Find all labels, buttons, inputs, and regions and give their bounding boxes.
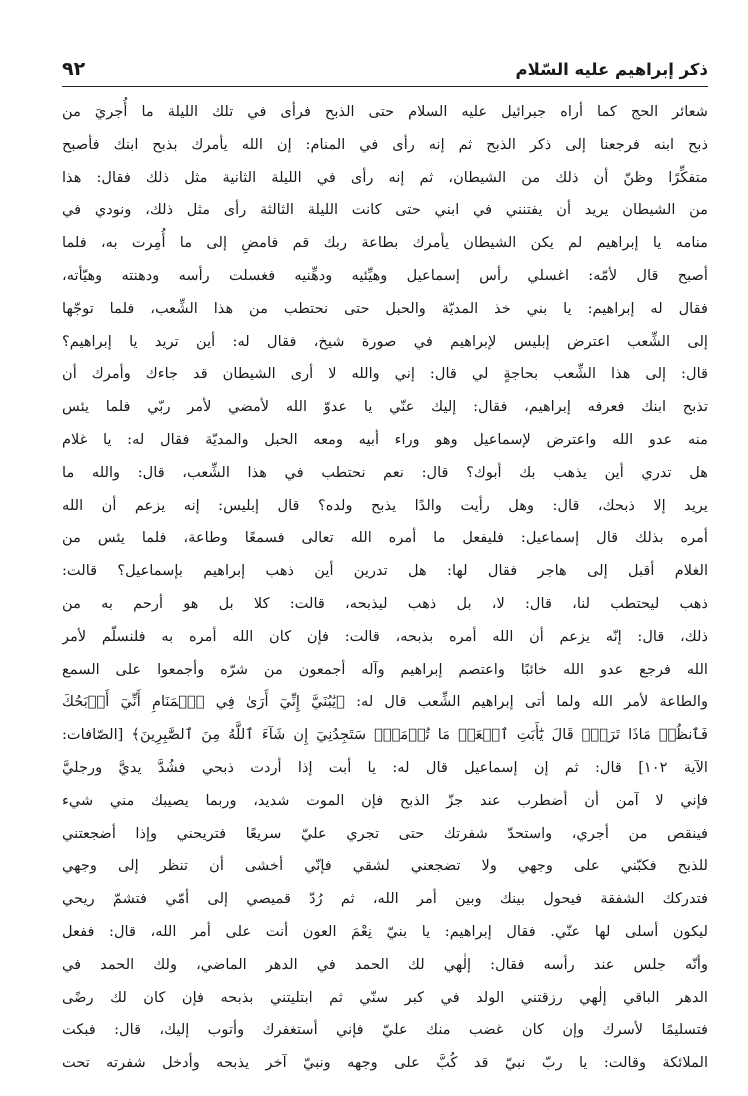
body-text bbox=[62, 96, 708, 1076]
text-line: الغلام أقبل إلى هاجر فقال لها: هل تدرين أين ذهب إبراهيم بإسماعيل؟ قالت: bbox=[62, 562, 708, 580]
text-line: ذبح ابنه فرجعنا إلى ذكر الذبح ثم إنه رأى في المنام: إن الله يأمرك بذبح ابنك فأصبح bbox=[62, 135, 708, 153]
text-line: قال: إلى هذا الشِّعب بحاجةٍ لي قال: إني والله لا أرى الشيطان قد جاءك وأمرك أن bbox=[62, 365, 708, 383]
text-line: فينقص من أجري، واستحدّ شفرتك حتى تجري عليّ سريعًا فتريحني وإذا أضجعتني bbox=[62, 824, 708, 842]
text-line: أمره بذلك قال إسماعيل: فليفعل ما أمره الله تعالى فسمعًا وطاعة، فلما يئس من bbox=[62, 529, 708, 547]
text-line: إلى الشِّعب اعترض إبليس لإبراهيم في صورة شيخ، فقال له: أين تريد يا إبراهيم؟ bbox=[62, 332, 708, 350]
text-line: الملائكة وقالت: يا ربّ نبيّ قد كُبَّ على وجهه ونبيّ آخر يذبحه وأدخل شفرته تحت bbox=[62, 1054, 708, 1072]
text-line: ليكون أسلى لها عنّي. فقال إبراهيم: يا بنيّ نِعْمَ العون أنت على أمر الله، قال: ففعل bbox=[62, 923, 708, 941]
text-line: الآية ١٠٢] قال: ثم إن إسماعيل قال له: يا أبت إذا أردت ذبحي فشُدَّ يديَّ ورجليَّ bbox=[62, 759, 708, 777]
text-line: وأنّه جلس عند رأسه فقال: إلٰهي لك الحمد في الدهر الماضي، ولك الحمد في bbox=[62, 955, 708, 973]
page-number: ٩٢ bbox=[62, 58, 86, 80]
text-line: ذهب ليحتطب لنا، قال: لا، بل ذهب ليذبحه، قالت: كلا بل هو أرحم به من bbox=[62, 595, 708, 613]
running-title: ذكر إبراهيم عليه السّلام bbox=[515, 59, 708, 79]
text-line: يريد إلا ذبحك، قال: وهل رأيت والدًا يذبح ولده؟ قال إبليس: إنه يزعم أن الله bbox=[62, 496, 708, 514]
text-line: فتدركك الشفقة فيحول بينك وبين أمر الله، ثم رُدّ قميصي إلى أمّي فتشمّ ريحي bbox=[62, 890, 708, 908]
text-line: الله فرجع عدو الله خائبًا واعتصم إبراهيم وآله أجمعون من شرّه وأجمعوا على السمع bbox=[62, 660, 708, 678]
text-line: فإني لا آمن أن أضطرب عند جزّ الذبح فإن الموت شديد، وربما يصيبك مني شيء bbox=[62, 791, 708, 809]
text-line: فقال له إبراهيم: يا بني خذ المديّة والحبل حتى نحتطب من هذا الشِّعب، فلما توجّها bbox=[62, 299, 708, 317]
text-line: منامه يا إبراهيم لم يكن الشيطان يأمرك بطاعة ربك قم فامضِ إلى ما أُمِرت به، فلما bbox=[62, 234, 708, 252]
text-line: منه عدو الله واعترض لإسماعيل وهو وراء أبيه ومعه الحبل والمديّة فقال له: يا غلام bbox=[62, 431, 708, 449]
text-line: متفكِّرًا وظنّ أن ذلك من الشيطان، ثم إنه رأى في الليلة الثانية مثل ذلك فقال: هذا bbox=[62, 168, 708, 186]
quran-verse-line: فَٱنظُرۡ مَاذَا تَرَىٰۚ قَالَ يَٰٓأَبَتِ ٱفۡعَلۡ مَا تُؤۡمَرُۖ سَتَجِدُنِيٓ إِن شَآءَ ٱللَّهُ مِنَ ٱلصَّٰبِرِينَ﴾ [الصّافات: bbox=[62, 726, 708, 744]
text-line: تذبح ابنك فعرفه إبراهيم، فقال: إليك عنّي يا عدوّ الله لأمضي لأمر ربّي فلما يئس bbox=[62, 398, 708, 416]
text-line: ذلك، قال: إنّه يزعم أن الله أمره بذبحه، قالت: فإن كان الله أمره به فلنسلّم لأمر bbox=[62, 627, 708, 645]
text-line: الدهر الباقي إلٰهي رزقتني الولد في كبر سنّي ثم ابتليتني بذبحه فإن كان لك رضًى bbox=[62, 988, 708, 1006]
text-line: أصبح قال لأمّه: اغسلي رأس إسماعيل وهيِّئيه ودهِّنيه فغسلت رأسه ودهنته وهيّأته، bbox=[62, 267, 708, 285]
text-line: شعائر الحج كما أراه جبرائيل عليه السلام حتى الذبح فرأى في تلك الليلة ما أُجريَ من bbox=[62, 103, 708, 121]
text-line: من الشيطان يريد أن يفتنني في ابني حتى كانت الليلة الثالثة رأى مثل ذلك، ونودي في bbox=[62, 201, 708, 219]
quran-verse-line: والطاعة لأمر الله ولما أتى إبراهيم الشِّعب قال له: ﴿يَٰبُنَيَّ إِنِّيٓ أَرَىٰ فِي ٱلۡمَنَامِ أَنِّيٓ أَذۡبَحُكَ bbox=[62, 693, 708, 711]
text-line: للذبح فكبّني على وجهي ولا تضجعني لشقي فإنّي أخشى أن تنظر إلى وجهي bbox=[62, 857, 708, 875]
text-line: فتسليمًا لأسرك وإن كان غضب منك عليّ فإني أستغفرك وأتوب إليك، قال: فبكت bbox=[62, 1021, 708, 1039]
page-header bbox=[62, 52, 708, 87]
text-line: هل تدري أين يذهب بك أبوك؟ قال: نعم نحتطب في هذا الشِّعب، قال: والله ما bbox=[62, 463, 708, 481]
